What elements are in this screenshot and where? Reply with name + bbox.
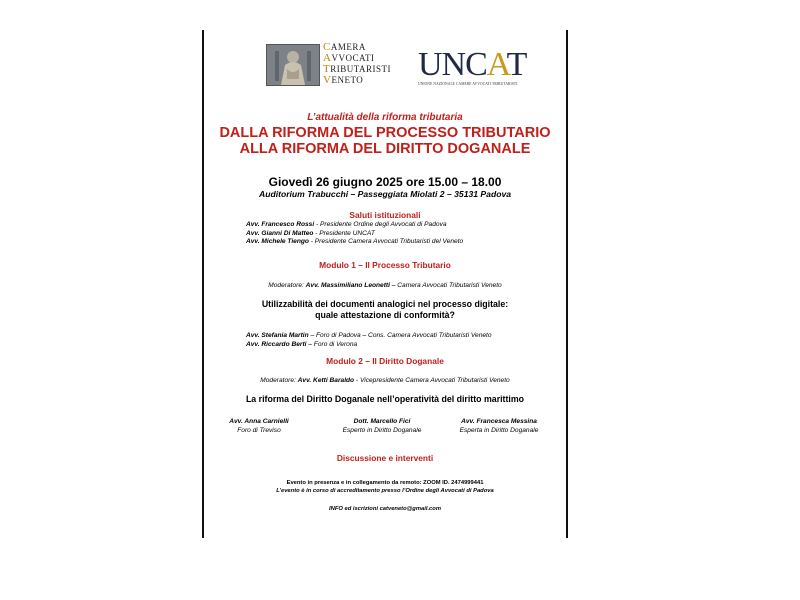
uncat-logo [418,48,528,87]
moderator-name: Avv. Ketti Baraldo [297,377,355,384]
speaker-card [448,418,550,435]
speaker-card [228,418,290,435]
list-item [246,221,463,230]
logo-initial-letter: C [323,41,331,53]
event-title-line2: ALLA RIFORMA DEL DIRITTO DOGANALE [239,141,531,157]
speaker-role: - Presidente Ordine degli Avvocati di Padova [314,221,447,228]
logo-initial-letter: V [323,74,332,86]
speaker-role: Foro di Treviso [237,426,281,434]
speaker-role: - Presidente Camera Avvocati Tributaristi del Veneto [308,238,464,246]
speaker-name: Avv. Anna Carnielli [229,418,289,425]
uncat-logo-word: UNCAT [418,46,527,83]
event-title [204,125,566,157]
event-venue: Auditorium Trabucchi – Passeggiata Miolati 2 – 35131 Padova [258,189,511,199]
camera-logo-text [323,42,391,86]
speaker-name: Avv. Gianni Di Matteo [246,229,314,237]
moderator-label: Moderatore: [268,282,306,289]
saluti-heading: Saluti istituzionali [349,210,421,220]
moderator-role: - Vicepresidente Camera Avvocati Tributaristi Veneto [354,377,510,384]
speaker-name: Dott. Marcello Fici [353,418,411,425]
logo-initial-letter: T [323,63,331,75]
list-item [246,230,463,239]
footer-contact: INFO ed iscrizioni catveneto@gmail.com [329,506,441,512]
list-item [246,341,492,350]
moderator-role: – Camera Avvocati Tributaristi Veneto [389,282,502,289]
footer-line1: Evento in presenza e in collegamento da remoto: ZOOM ID. 2474999441 [286,480,484,486]
modulo1-talk-title [204,299,566,321]
camera-logo-line [323,75,391,86]
talk-line: quale attestazione di conformità? [315,310,455,320]
moderator-label: Moderatore: [260,377,298,384]
modulo2-heading: Modulo 2 – Il Diritto Doganale [326,356,444,366]
footer-line2: L’evento è in corso di accreditamento presso l’Ordine degli Avvocati di Padova [276,487,494,494]
speaker-role: Esperto in Diritto Doganale [342,426,422,434]
moderator-name: Avv. Massimiliano Leonetti [305,282,390,289]
footer-info [204,480,566,495]
event-subtitle: L’attualità della riforma tributaria [307,112,463,123]
uncat-logo-subtitle: UNIONE NAZIONALE CAMERE AVVOCATI TRIBUTARISTI [418,82,518,86]
camera-seal-logo [266,44,320,86]
logo-rest-letters: AMERA [330,42,366,52]
modulo1-heading: Modulo 1 – Il Processo Tributario [319,260,451,270]
discussion-heading: Discussione e interventi [336,453,434,463]
modulo1-speakers [246,332,492,349]
logo-rest-letters: RIBUTARISTI [330,64,392,74]
uncat-logo-accent: A [486,46,507,83]
list-item [246,238,463,247]
speaker-name: Avv. Francesco Rossi [246,221,315,228]
speaker-name: Avv. Michele Tiengo [246,238,309,246]
speaker-name: Avv. Stefania Martin [246,332,309,339]
logo-rest-letters: VVOCATI [331,53,375,63]
modulo2-speakers [204,418,570,438]
event-title-line1: DALLA RIFORMA DEL PROCESSO TRIBUTARIO [219,125,551,141]
speaker-role: - Presidente UNCAT [313,229,375,237]
speaker-card [330,418,434,435]
speaker-role: – Foro di Padova – Cons. Camera Avvocati Tributaristi Veneto [308,332,492,339]
list-item [246,332,492,341]
modulo2-talk-title: La riforma del Diritto Doganale nell’operatività del diritto marittimo [245,394,525,404]
logo-initial-letter: A [323,52,332,64]
saluti-list [246,221,463,247]
speaker-name: Avv. Francesca Messina [461,418,537,425]
speaker-role: – Foro di Verona [306,340,358,348]
logo-rest-letters: ENETO [331,75,364,85]
talk-line: Utilizzabilità dei documenti analogici nel processo digitale: [261,299,509,309]
modulo2-moderator [204,377,566,384]
event-flyer [202,30,568,538]
camera-logo-initial [323,74,363,86]
event-date: Giovedì 26 giugno 2025 ore 15.00 – 18.00 [268,175,502,189]
speaker-role: Esperta in Diritto Doganale [459,426,539,434]
speaker-name: Avv. Riccardo Berti [246,340,307,348]
modulo1-moderator [204,282,566,289]
